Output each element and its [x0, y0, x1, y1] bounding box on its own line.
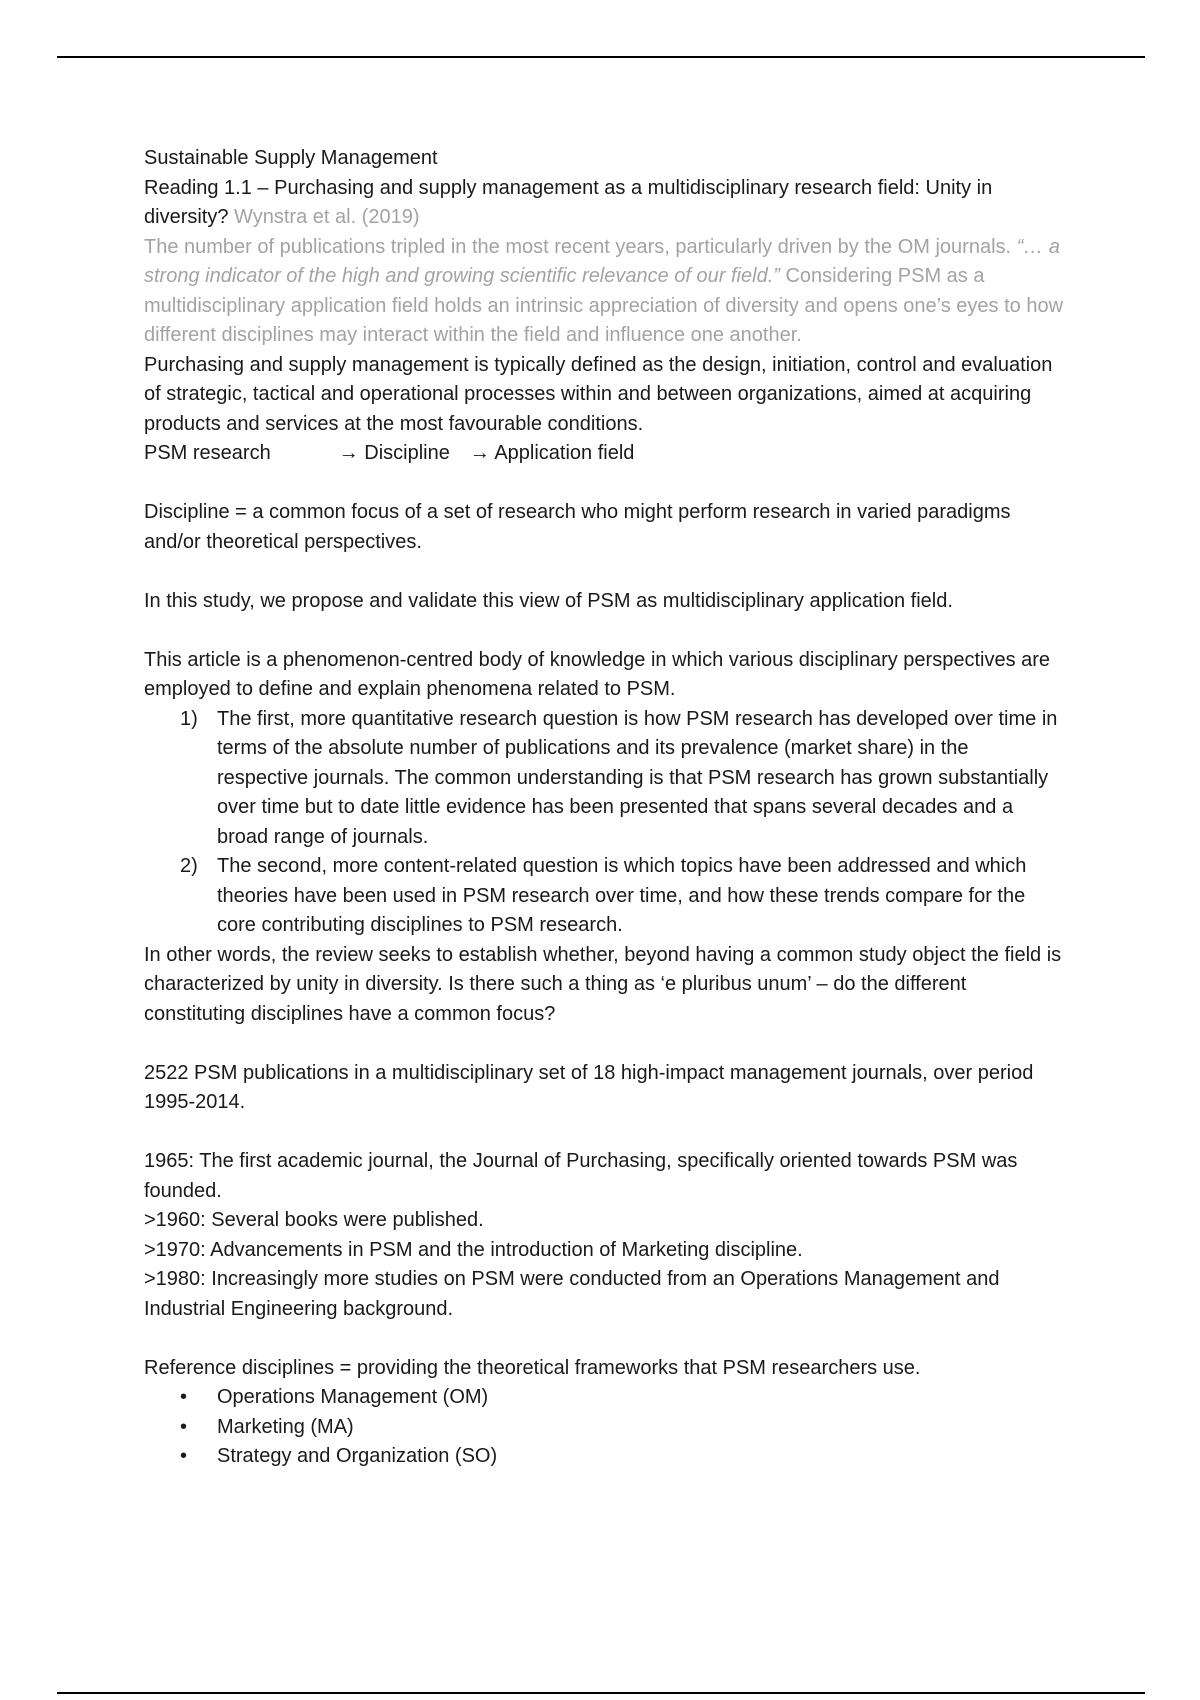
list-item — [144, 852, 1064, 941]
psm-classification-line — [144, 439, 1064, 469]
summary-paragraph — [144, 233, 1064, 351]
list-item — [144, 1442, 1064, 1472]
list-number: 2) — [180, 855, 198, 877]
reading-author: Wynstra et al. (2019) — [234, 206, 420, 228]
document-body — [144, 144, 1064, 1472]
publications-statement: 2522 PSM publications in a multidisciplinary set of 18 high-impact management journals, over period 1995-2014. — [144, 1061, 1034, 1113]
summary-text-2: Considering PSM as a multidisciplinary application field holds an intrinsic appreciation of diversity and opens one’s eyes to how different disciplines may interact within the field and influence one another. — [144, 265, 1064, 346]
summary-text-1: The number of publications tripled in the most recent years, particularly driven by the OM journals. — [144, 235, 1012, 258]
footer-rule — [57, 1692, 1145, 1694]
reference-disciplines-definition: Reference disciplines = providing the theoretical frameworks that PSM researchers use. — [144, 1356, 921, 1379]
discipline-arrow-text: → Discipline — [338, 442, 450, 464]
reading-heading — [144, 174, 1064, 233]
document-title: Sustainable Supply Management — [144, 147, 438, 169]
timeline-1965: 1965: The first academic journal, the Journal of Purchasing, specifically oriented towards PSM was founded. — [144, 1150, 1018, 1202]
psm-research-label: PSM research — [144, 442, 271, 464]
list-item — [144, 705, 1064, 853]
reference-disciplines-list — [144, 1383, 1064, 1472]
bullet-icon: • — [180, 1386, 188, 1408]
header-rule — [57, 56, 1145, 58]
research-questions-list — [144, 705, 1064, 941]
timeline-1960: >1960: Several books were published. — [144, 1209, 484, 1231]
application-field-arrow-text: → Application field — [469, 442, 635, 464]
article-description: This article is a phenomenon-centred body of knowledge in which various disciplinary perspectives are employed to define and explain phenomena related to PSM. — [144, 648, 1051, 700]
list-item-text: Strategy and Organization (SO) — [217, 1445, 498, 1467]
other-words-paragraph: In other words, the review seeks to establish whether, beyond having a common study object the field is characterized by unity in diversity. Is there such a thing as ‘e pluribus unum’ – do the different constituting disciplines have a common focus? — [144, 943, 1062, 1025]
timeline-1980: >1980: Increasingly more studies on PSM were conducted from an Operations Management and Industrial Engineering background. — [144, 1268, 1000, 1320]
study-statement: In this study, we propose and validate this view of PSM as multidisciplinary application field. — [144, 589, 953, 612]
list-item-text: The first, more quantitative research question is how PSM research has developed over time in terms of the absolute number of publications and its prevalence (market share) in the respective journals. The common understanding is that PSM research has grown substantially over time but to date little evidence has been presented that spans several decades and a broad range of journals. — [217, 707, 1058, 848]
list-item-text: Marketing (MA) — [217, 1415, 354, 1438]
reading-title: Reading 1.1 – Purchasing and supply management as a multidisciplinary research field: Unity in diversity? — [144, 176, 993, 228]
discipline-definition: Discipline = a common focus of a set of research who might perform research in varied paradigms and/or theoretical perspectives. — [144, 501, 1011, 553]
list-item-text: The second, more content-related question is which topics have been addressed and which theories have been used in PSM research over time, and how these trends compare for the core contributing disciplines to PSM research. — [217, 855, 1027, 936]
bullet-icon: • — [180, 1415, 188, 1438]
list-item — [144, 1413, 1064, 1443]
bullet-icon: • — [180, 1445, 188, 1467]
list-item-text: Operations Management (OM) — [217, 1386, 489, 1408]
psm-definition: Purchasing and supply management is typically defined as the design, initiation, control and evaluation of strategic, tactical and operational processes within and between organizations, aimed at acquiring products and services at the most favourable conditions. — [144, 353, 1053, 435]
timeline-1970: >1970: Advancements in PSM and the introduction of Marketing discipline. — [144, 1238, 803, 1261]
summary-quote: “… a strong indicator of the high and growing scientific relevance of our field.” — [144, 235, 1060, 287]
list-number: 1) — [180, 707, 198, 730]
list-item — [144, 1383, 1064, 1413]
